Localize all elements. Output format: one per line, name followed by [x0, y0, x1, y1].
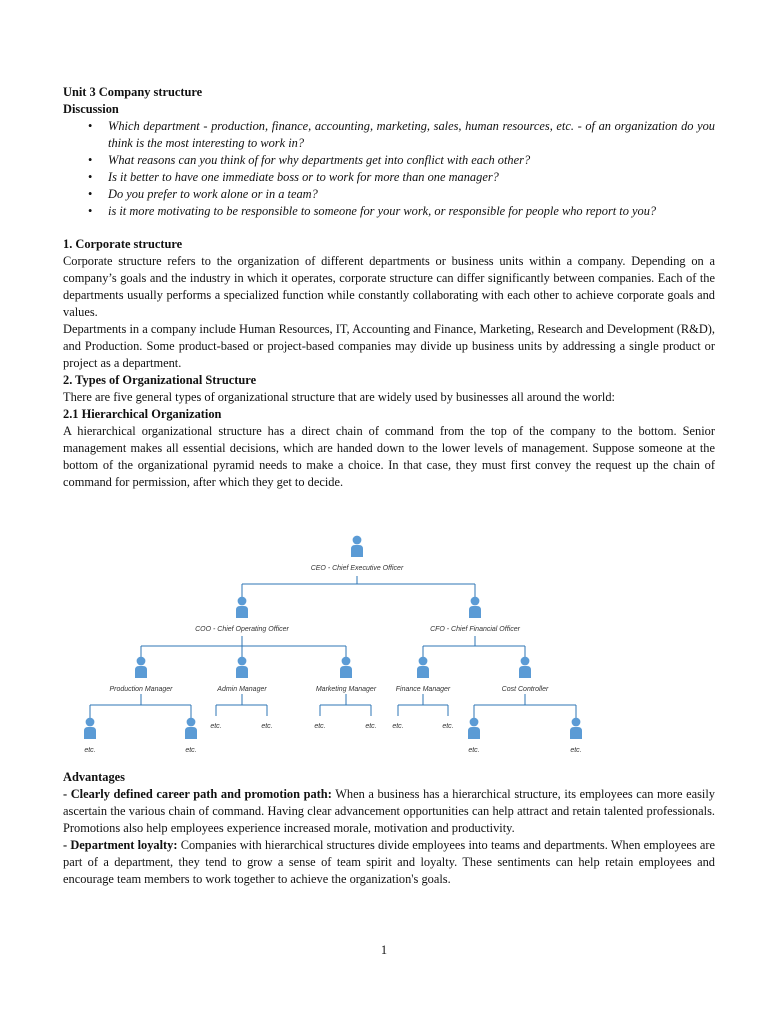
page-number: 1 — [380, 943, 388, 957]
ceo-label: CEO - Chief Executive Officer — [310, 565, 404, 572]
etc-label: etc. — [442, 723, 454, 730]
cost-controller-label: Cost Controller — [501, 686, 549, 693]
production-manager-label: Production Manager — [109, 686, 173, 693]
etc-person-icon — [185, 718, 197, 739]
etc-label: etc. — [185, 747, 197, 754]
connector-lines — [90, 576, 576, 718]
etc-label: etc. — [314, 723, 326, 730]
etc-person-icon — [468, 718, 480, 739]
etc-label: etc. — [468, 747, 480, 754]
discussion-question: • Is it better to have one immediate boss or to work for more than one manager? — [108, 169, 715, 186]
admin-manager-label: Admin Manager — [217, 686, 267, 693]
finance-manager-label: Finance Manager — [395, 686, 451, 693]
marketing-manager-person-icon — [340, 657, 352, 678]
advantages-heading: Advantages — [63, 770, 125, 784]
production-manager-person-icon — [135, 657, 147, 678]
cfo-label: CFO - Chief Financial Officer — [430, 626, 520, 633]
node-labels — [84, 565, 581, 754]
advantage-text: Companies with hierarchical structures divide employees into teams and departments. When employees are part of a department, they tend to grow a sense of team spirit and loyalty. These sentiments can help retain employees and encourage team members to work together to achieve the organization's goals. — [63, 838, 715, 886]
marketing-manager-label: Marketing Manager — [315, 686, 377, 693]
discussion-question: • is it more motivating to be responsible to someone for your work, or responsible for people who report to you? — [108, 203, 715, 220]
advantage-text: When a business has a hierarchical structure, its employees can more easily ascertain the various chain of command. Having clear advancement opportunities can help attract and retain talented professionals. Promotions also help employees experience increased morale, motivation and productivity. — [63, 787, 715, 835]
etc-label: etc. — [365, 723, 377, 730]
section1-heading: 1. Corporate structure — [63, 237, 183, 251]
section2-1-paragraph: A hierarchical organizational structure has a direct chain of command from the top of the company to the bottom. Senior management makes all essential decisions, which are handed down to the lower levels of management. Suppose someone at the bottom of the organizational pyramid needs to make a choice. In that case, they must first convey the request up the chain of command for permission, after which they get to decide. — [63, 424, 715, 489]
section1-paragraph-1: Corporate structure refers to the organization of different departments or business units within a company. Depending on a company’s goals and the industry in which it operates, corporate structure can differ significantly between companies. Each of the departments usually performs a specialized function while constantly collaborating with each other to achieve corporate goals and values. — [63, 254, 715, 319]
etc-person-icon — [570, 718, 582, 739]
document-body — [63, 84, 715, 491]
etc-label: etc. — [570, 747, 582, 754]
unit-title: Unit 3 Company structure — [63, 85, 203, 99]
coo-label: COO - Chief Operating Officer — [195, 626, 289, 633]
discussion-question: • Which department - production, finance, accounting, marketing, sales, human resources, etc. - of an organization do you think is the most interesting to work in? — [108, 118, 715, 152]
etc-label: etc. — [210, 723, 222, 730]
discussion-question: • What reasons can you think of for why departments get into conflict with each other? — [108, 152, 715, 169]
discussion-questions — [63, 118, 715, 220]
discussion-question: • Do you prefer to work alone or in a team? — [108, 186, 715, 203]
advantages-section — [63, 769, 715, 888]
section2-intro: There are five general types of organizational structure that are widely used by businesses all around the world: — [63, 390, 615, 404]
advantage-item — [63, 837, 715, 888]
etc-label: etc. — [261, 723, 273, 730]
advantage-item — [63, 786, 715, 837]
admin-manager-person-icon — [236, 657, 248, 678]
ceo-person-icon — [351, 536, 363, 557]
discussion-heading: Discussion — [63, 102, 119, 116]
etc-person-icon — [84, 718, 96, 739]
coo-person-icon — [236, 597, 248, 618]
advantage-term: - Department loyalty: — [63, 838, 178, 852]
cost-controller-person-icon — [519, 657, 531, 678]
finance-manager-person-icon — [417, 657, 429, 678]
section2-1-heading: 2.1 Hierarchical Organization — [63, 407, 222, 421]
org-chart-svg — [63, 524, 608, 764]
section2-heading: 2. Types of Organizational Structure — [63, 373, 257, 387]
cfo-person-icon — [469, 597, 481, 618]
etc-label: etc. — [392, 723, 404, 730]
section1-paragraph-2: Departments in a company include Human Resources, IT, Accounting and Finance, Marketing, Research and Development (R&D), and Production. Some product-based or project-based companies may divide up business units by addressing a single product or project as a department. — [63, 322, 715, 370]
advantage-term: - Clearly defined career path and promotion path: — [63, 787, 332, 801]
org-chart — [63, 524, 608, 764]
etc-label: etc. — [84, 747, 96, 754]
